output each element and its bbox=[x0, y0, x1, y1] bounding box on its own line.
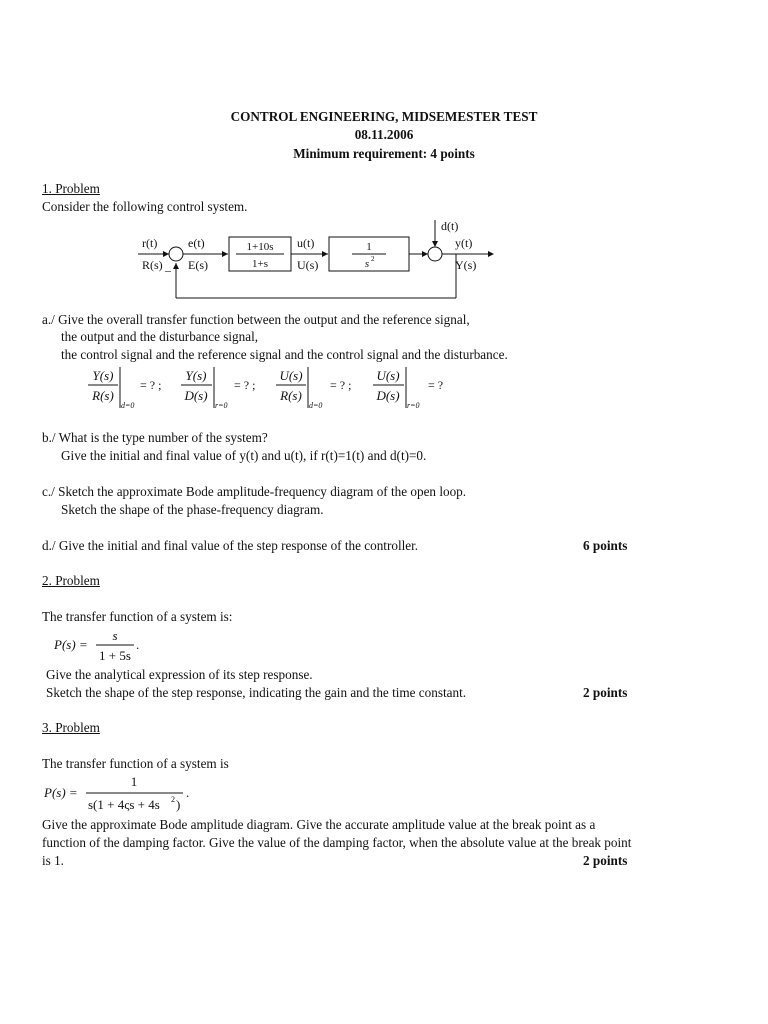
problem2-heading: 2. Problem bbox=[42, 573, 100, 588]
problem1-d-line: d./ Give the initial and final value of the step response of the controller. bbox=[42, 538, 419, 553]
problem1-heading: 1. Problem bbox=[42, 181, 100, 196]
controller-denominator: 1+s bbox=[252, 258, 268, 270]
fraction3-tail: = ? ; bbox=[330, 378, 352, 392]
problem2-intro: The transfer function of a system is: bbox=[42, 609, 233, 624]
label-d-t: d(t) bbox=[441, 219, 459, 233]
fraction4-denominator: D(s) bbox=[376, 388, 400, 403]
problem3-formula-denominator: s(1 + 4ςs + 4s bbox=[88, 797, 160, 812]
plant-numerator: 1 bbox=[366, 241, 372, 253]
problem1-c-line2: Sketch the shape of the phase-frequency diagram. bbox=[61, 502, 324, 517]
problem1-a-line1: a./ Give the overall transfer function between the output and the reference signal, bbox=[42, 312, 470, 327]
problem1-intro: Consider the following control system. bbox=[42, 199, 248, 214]
problem3-formula-close: ) bbox=[176, 797, 181, 812]
problem2-points: 2 points bbox=[583, 685, 628, 700]
problem3-transfer-function bbox=[42, 772, 202, 814]
problem3-formula-tail: . bbox=[186, 785, 190, 800]
fraction4-condition: r=0 bbox=[407, 401, 420, 410]
minimum-requirement: Minimum requirement: 4 points bbox=[293, 146, 475, 161]
test-date: 08.11.2006 bbox=[354, 127, 414, 142]
page-title: CONTROL ENGINEERING, MIDSEMESTER TEST bbox=[230, 109, 538, 124]
problem3-formula-exponent: 2 bbox=[171, 795, 175, 804]
problem1-b-line2: Give the initial and final value of y(t) and u(t), if r(t)=1(t) and d(t)=0. bbox=[61, 448, 427, 463]
problem1-a-line2: the output and the disturbance signal, bbox=[61, 329, 259, 344]
fraction4-numerator: U(s) bbox=[376, 368, 400, 383]
label-R-s: R(s) bbox=[142, 258, 163, 272]
problem2-line2: Sketch the shape of the step response, indicating the gain and the time constant. bbox=[46, 685, 467, 700]
fraction3-condition: d=0 bbox=[309, 401, 323, 410]
label-minus: _ bbox=[165, 259, 171, 273]
control-system-block-diagram bbox=[130, 214, 510, 304]
problem3-line2: function of the damping factor. Give the value of the damping factor, when the absolute value at the break point bbox=[42, 835, 632, 850]
problem3-formula-lhs: P(s) = bbox=[44, 785, 78, 800]
fraction2-condition: r=0 bbox=[215, 401, 228, 410]
label-u-t: u(t) bbox=[297, 236, 315, 250]
fraction2-denominator: D(s) bbox=[184, 388, 208, 403]
fraction3-denominator: R(s) bbox=[280, 388, 302, 403]
fraction1-numerator: Y(s) bbox=[92, 368, 114, 383]
label-y-t: y(t) bbox=[455, 236, 473, 250]
label-U-s: U(s) bbox=[297, 258, 319, 272]
transfer-function-fractions bbox=[84, 364, 464, 412]
fraction4-tail: = ? bbox=[428, 378, 444, 392]
problem3-heading: 3. Problem bbox=[42, 720, 100, 735]
problem2-transfer-function bbox=[52, 626, 152, 664]
problem2-formula-numerator: s bbox=[112, 628, 118, 643]
label-Y-s: Y(s) bbox=[455, 258, 477, 272]
problem3-intro: The transfer function of a system is bbox=[42, 756, 229, 771]
plant-denominator-exponent: 2 bbox=[371, 255, 375, 263]
problem3-formula-numerator: 1 bbox=[130, 774, 138, 789]
problem1-points: 6 points bbox=[583, 538, 628, 553]
fraction2-tail: = ? ; bbox=[234, 378, 256, 392]
problem2-formula-tail: . bbox=[136, 637, 140, 652]
problem2-formula-denominator: 1 + 5s bbox=[99, 648, 131, 663]
problem3-points: 2 points bbox=[583, 853, 628, 868]
problem1-b-line1: b./ What is the type number of the system? bbox=[42, 430, 268, 445]
plant-denominator: s bbox=[364, 258, 370, 270]
label-E-s: E(s) bbox=[188, 258, 208, 272]
fraction1-tail: = ? ; bbox=[140, 378, 162, 392]
fraction1-condition: d=0 bbox=[121, 401, 135, 410]
problem1-c-line1: c./ Sketch the approximate Bode amplitude-frequency diagram of the open loop. bbox=[42, 484, 467, 499]
label-e-t: e(t) bbox=[188, 236, 205, 250]
fraction1-denominator: R(s) bbox=[92, 388, 114, 403]
label-r-t: r(t) bbox=[142, 236, 158, 250]
fraction2-numerator: Y(s) bbox=[185, 368, 207, 383]
problem3-line3: is 1. bbox=[42, 853, 64, 868]
problem2-line1: Give the analytical expression of its step response. bbox=[46, 667, 313, 682]
fraction3-numerator: U(s) bbox=[279, 368, 303, 383]
problem1-a-line3: the control signal and the reference signal and the control signal and the disturbance. bbox=[61, 347, 508, 362]
controller-numerator: 1+10s bbox=[246, 241, 274, 253]
problem3-line1: Give the approximate Bode amplitude diagram. Give the accurate amplitude value at the break point as a bbox=[42, 817, 596, 832]
problem2-formula-lhs: P(s) = bbox=[54, 637, 88, 652]
